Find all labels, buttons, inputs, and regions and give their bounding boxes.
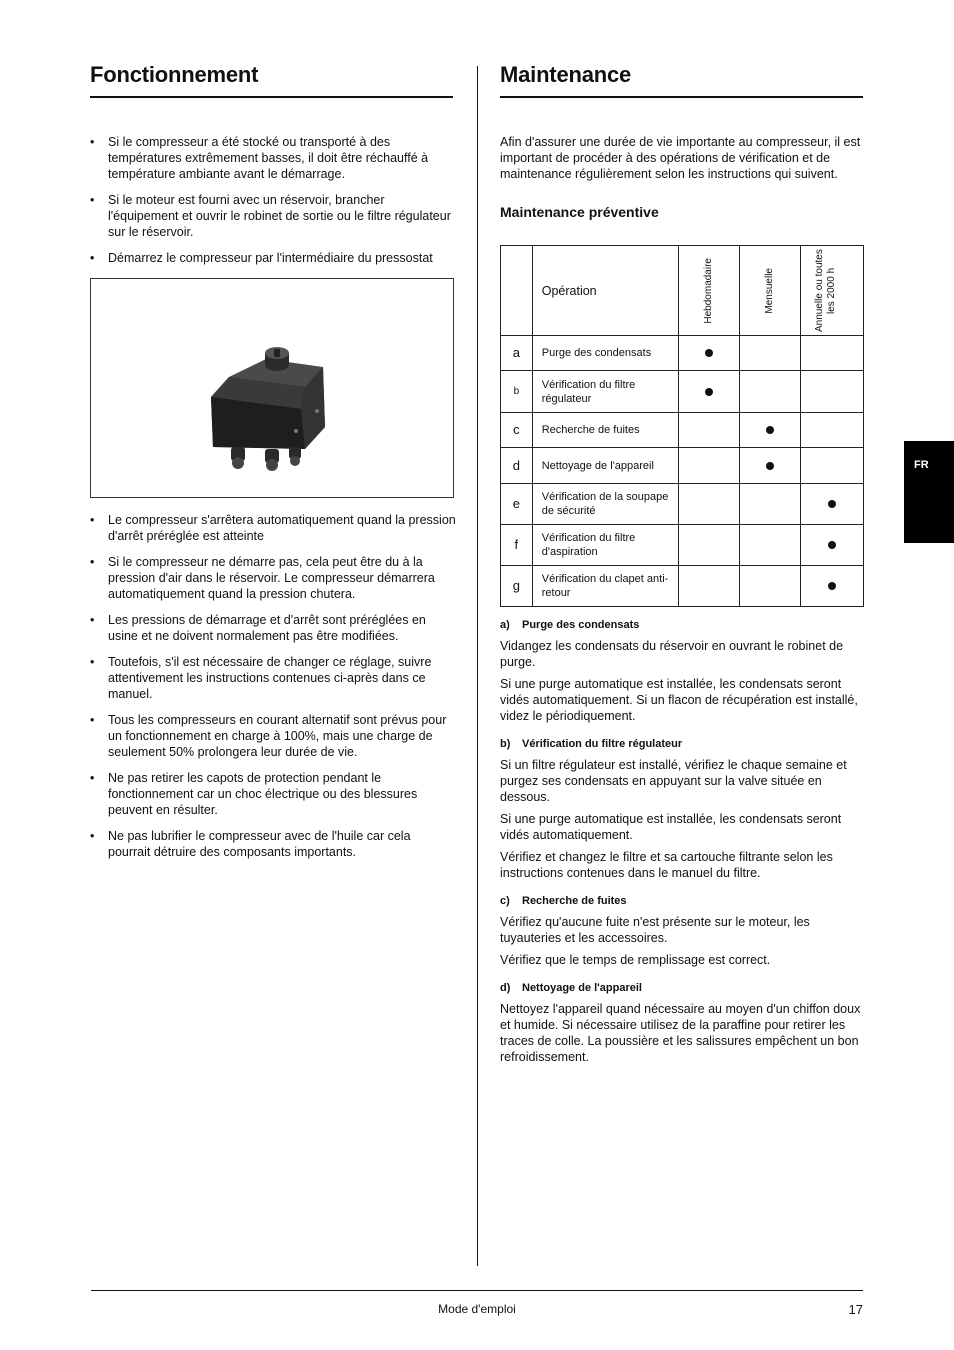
footer-title: Mode d'emploi [438,1302,516,1316]
preventive-maintenance-heading: Maintenance préventive [500,204,659,220]
fonctionnement-heading: Fonctionnement [90,62,453,98]
right-column [500,134,863,1071]
bullet-item: • Les pressions de démarrage et d'arrêt sont préréglées en usine et ne doivent normalement pas être modifiées. [90,612,456,644]
header-weekly [678,246,739,336]
bullet-item: • Démarrez le compresseur par l'intermédiaire du pressostat [90,250,456,266]
bullet-item: • Tous les compresseurs en courant alternatif sont prévus pour un fonctionnement en charge à 100%, mais une charge de seulement 50% prolongera leur durée de vie. [90,712,456,760]
yearly-cell [801,448,864,484]
section-d [500,980,863,1065]
header-monthly-label: Mensuelle [764,267,776,314]
footer-rule [91,1290,863,1291]
row-letter: b [501,371,533,413]
check-dot [766,426,774,434]
paragraph: Vérifiez et changez le filtre et sa cartouche filtrante selon les instructions contenues dans le manuel du filtre. [500,850,833,880]
weekly-cell [678,371,739,413]
paragraph: Si une purge automatique est installée, les condensats seront vidés automatiquement. [500,812,842,842]
row-operation: Nettoyage de l'appareil [532,448,678,484]
paragraph: Vérifiez que le temps de remplissage est correct. [500,953,771,967]
check-dot [766,462,774,470]
row-letter: g [501,566,533,607]
bullet-item: • Ne pas retirer les capots de protection pendant le fonctionnement car un choc électrique ou des blessures peuvent en résulter. [90,770,456,818]
row-operation: Recherche de fuites [532,413,678,448]
paragraph: Nettoyez l'appareil quand nécessaire au moyen d'un chiffon doux et humide. Si nécessaire utilisez de la paraffine pour retirer les traces de colle. La poussière et les salissures empêchent un bon refroidissement. [500,1002,861,1064]
table-row [501,336,864,371]
row-operation: Vérification du filtre régulateur [532,371,678,413]
left-column [90,134,456,870]
row-letter: f [501,525,533,566]
bullet-item: • Toutefois, s'il est nécessaire de changer ce réglage, suivre attentivement les instructions contenues ci-après dans ce manuel. [90,654,456,702]
yearly-cell [801,525,864,566]
section-letter: c) [500,895,510,907]
row-operation: Vérification du clapet anti-retour [532,566,678,607]
header-yearly [801,246,864,336]
language-tab [904,441,954,543]
monthly-cell [739,448,800,484]
weekly-cell [678,336,739,371]
section-title: Purge des condensats [522,619,640,631]
check-dot [828,582,836,590]
row-letter: d [501,448,533,484]
monthly-cell [739,525,800,566]
header-yearly-label: Annuelle ou toutes les 2000 h [814,249,838,332]
yearly-cell [801,484,864,525]
check-dot [828,541,836,549]
header-operation: Opération [532,246,678,336]
monthly-cell [739,371,800,413]
section-title: Recherche de fuites [522,895,627,907]
pressure-switch-illustration [91,279,453,497]
weekly-cell [678,525,739,566]
maintenance-heading: Maintenance [500,62,863,98]
section-letter: b) [500,738,511,750]
yearly-cell [801,566,864,607]
section-title: Vérification du filtre régulateur [522,738,683,750]
bullet-item: • Le compresseur s'arrêtera automatiquement quand la pression d'arrêt préréglée est atteinte [90,512,456,544]
bullet-list-top [90,134,456,266]
bullet-item: • Si le compresseur a été stocké ou transporté à des températures extrêmement basses, il doit être réchauffé à température ambiante avant le démarrage. [90,134,456,182]
section-letter: d) [500,982,511,994]
paragraph: Vérifiez qu'aucune fuite n'est présente sur le moteur, les tuyauteries et les accessoires. [500,915,810,945]
bullet-item: • Si le moteur est fourni avec un réservoir, brancher l'équipement et ouvrir le robinet de sortie ou le filtre régulateur sur le réservoir. [90,192,456,240]
table-row [501,484,864,525]
yearly-cell [801,413,864,448]
section-title: Nettoyage de l'appareil [522,982,642,994]
header-letter-cell [501,246,533,336]
language-tab-label: FR [914,459,929,471]
column-divider [477,66,478,1266]
row-letter: c [501,413,533,448]
bullet-item: • Si le compresseur ne démarre pas, cela peut être du à la pression d'air dans le réservoir. Le compresseur démarrera automatiquement quand la pression chutera. [90,554,456,602]
weekly-cell [678,566,739,607]
monthly-cell [739,336,800,371]
yearly-cell [801,371,864,413]
pressure-switch-figure [90,278,454,498]
weekly-cell [678,448,739,484]
row-operation: Purge des condensats [532,336,678,371]
maintenance-intro: Afin d'assurer une durée de vie importante au compresseur, il est important de procéder à des opérations de vérification et de maintenance régulièrement selon les instructions qui suivent. [500,135,861,181]
row-operation: Vérification de la soupape de sécurité [532,484,678,525]
section-a [500,617,863,724]
table-row [501,371,864,413]
section-c [500,893,863,968]
row-letter: e [501,484,533,525]
bullet-list-bottom [90,512,456,860]
weekly-cell [678,413,739,448]
monthly-cell [739,413,800,448]
section-b [500,736,863,881]
maintenance-schedule-table [500,245,864,607]
section-letter: a) [500,619,510,631]
paragraph: Si une purge automatique est installée, les condensats seront vidés automatiquement. Si un flacon de récupération est installé, videz le périodiquement. [500,677,858,723]
check-dot [828,500,836,508]
monthly-cell [739,566,800,607]
monthly-cell [739,484,800,525]
row-letter: a [501,336,533,371]
header-monthly [739,246,800,336]
paragraph: Vidangez les condensats du réservoir en ouvrant le robinet de purge. [500,639,844,669]
yearly-cell [801,336,864,371]
weekly-cell [678,484,739,525]
check-dot [705,349,713,357]
table-row [501,413,864,448]
check-dot [705,388,713,396]
header-weekly-label: Hebdomadaire [702,257,714,324]
bullet-item: • Ne pas lubrifier le compresseur avec de l'huile car cela pourrait détruire des composants importants. [90,828,456,860]
table-row [501,448,864,484]
paragraph: Si un filtre régulateur est installé, vérifiez le chaque semaine et purgez ses condensats en appuyant sur la valve située en dessous. [500,758,847,804]
row-operation: Vérification du filtre d'aspiration [532,525,678,566]
table-row [501,525,864,566]
table-header-row [501,246,864,336]
table-row [501,566,864,607]
page-number: 17 [848,1302,863,1317]
